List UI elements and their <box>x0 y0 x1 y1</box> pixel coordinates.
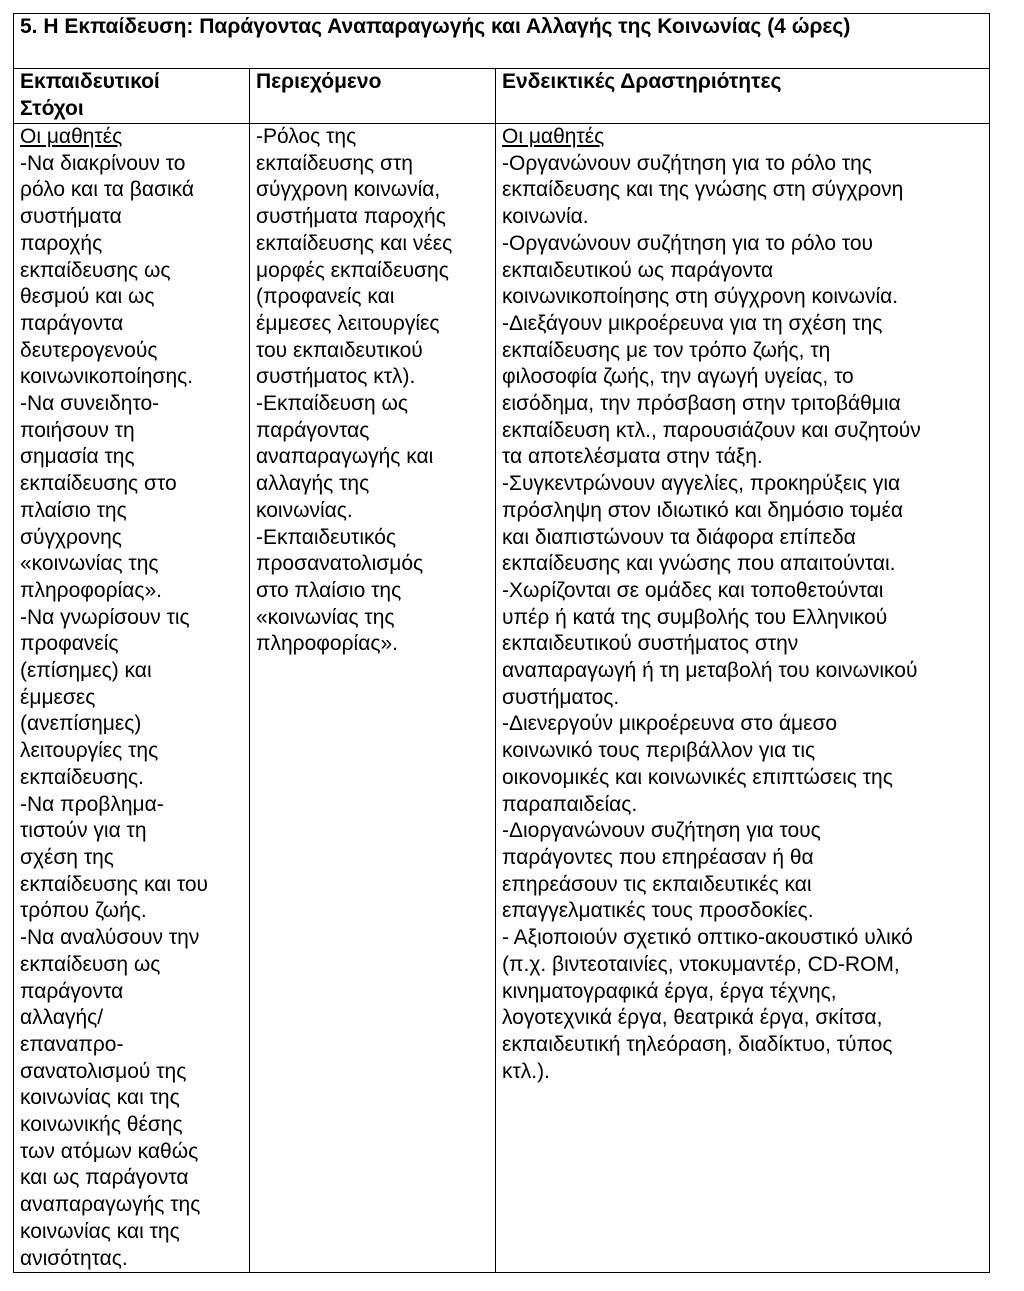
objective-line: πλαίσιο της <box>20 498 127 522</box>
activity-line: επαγγελματικές τους προσδοκίες. <box>502 899 814 923</box>
activity-line: υπέρ ή κατά της συμβολής του Ελληνικού <box>502 605 888 629</box>
activity-line: και διαπιστώνουν τα διάφορα επίπεδα <box>502 525 856 549</box>
objective-line: εκπαίδευσης στο <box>20 472 177 496</box>
objective-line: -Να προβλημα- <box>20 792 164 816</box>
objective-line: κοινωνικής θέσης <box>20 1113 183 1137</box>
content-cell <box>250 124 496 1273</box>
objective-line: τιστούν για τη <box>20 819 147 843</box>
objective-line: παράγοντα <box>20 311 124 335</box>
content-line: προσανατολισμός <box>256 552 424 576</box>
objective-line: των ατόμων καθώς <box>20 1139 199 1163</box>
activity-line: εκπαίδευση κτλ., παρουσιάζουν και συζητούν <box>502 418 921 442</box>
objective-line: κοινωνίας και της <box>20 1086 180 1110</box>
content-line: (προφανείς και <box>256 285 395 309</box>
header-objectives-line: Εκπαιδευτικοί <box>20 70 160 93</box>
activities-cell <box>496 124 990 1273</box>
activity-line: κοινωνία. <box>502 205 589 229</box>
activity-line: (π.χ. βιντεοταινίες, ντοκυμαντέρ, CD-ROM, <box>502 952 900 976</box>
activity-line: κοινωνικό τους περιβάλλον για τις <box>502 739 816 763</box>
content-line: συστήματος κτλ). <box>256 365 416 389</box>
objective-line: ρόλο και τα βασικά <box>20 178 195 202</box>
content-line: -Εκπαιδευτικός <box>256 525 397 549</box>
activity-line: εισόδημα, την πρόσβαση στην τριτοβάθμια <box>502 392 901 416</box>
activity-line: -Διεξάγουν μικροέρευνα για τη σχέση της <box>502 311 883 335</box>
activity-line: λογοτεχνικά έργα, θεατρικά έργα, σκίτσα, <box>502 1006 883 1030</box>
objective-line: ποιήσουν τη <box>20 418 135 442</box>
activity-line: επηρεάσουν τις εκπαιδευτικές και <box>502 872 812 896</box>
activity-line: συστήματος. <box>502 685 620 709</box>
activity-line: τα αποτελέσματα στην τάξη. <box>502 445 763 469</box>
objective-line: επαναπρο- <box>20 1032 124 1056</box>
activity-line: εκπαίδευσης με τον τρόπο ζωής, τη <box>502 338 831 362</box>
activity-line: -Οργανώνουν συζήτηση για το ρόλο του <box>502 231 873 255</box>
section-title: 5. Η Εκπαίδευση: Παράγοντας Αναπαραγωγής και Αλλαγής της Κοινωνίας (4 ώρες) <box>14 14 990 69</box>
objective-line: (ανεπίσημες) <box>20 712 142 736</box>
objective-line: έμμεσες <box>20 685 96 709</box>
activity-line: -Συγκεντρώνουν αγγελίες, προκηρύξεις για <box>502 472 901 496</box>
objectives-intro: Οι μαθητές <box>20 125 123 148</box>
content-line: έμμεσες λειτουργίες <box>256 311 440 335</box>
content-line: σύγχρονη κοινωνία, <box>256 178 441 202</box>
activity-line: παράγοντες που επηρέασαν ή θα <box>502 845 814 869</box>
activity-line: κτλ.). <box>502 1059 550 1083</box>
objective-line: αλλαγής/ <box>20 1006 104 1030</box>
content-line: αλλαγής της <box>256 472 370 496</box>
activity-line: αναπαραγωγή ή τη μεταβολή του κοινωνικού <box>502 659 918 683</box>
objective-line: -Να αναλύσουν την <box>20 926 200 950</box>
objective-line: λειτουργίες της <box>20 739 159 763</box>
objective-line: παροχής <box>20 231 103 255</box>
objective-line: ανισότητας. <box>20 1246 128 1270</box>
objective-line: και ως παράγοντα <box>20 1166 189 1190</box>
objective-line: αναπαραγωγής της <box>20 1193 201 1217</box>
objective-line: -Να διακρίνουν το <box>20 151 186 175</box>
header-objectives-line: Στόχοι <box>20 96 84 120</box>
header-row <box>14 69 990 124</box>
objective-line: «κοινωνίας της <box>20 552 159 576</box>
content-line: -Ρόλος της <box>256 125 357 148</box>
activity-line: εκπαίδευσης και της γνώσης στη σύγχρονη <box>502 178 904 202</box>
activity-line: -Διενεργούν μικροέρευνα στο άμεσο <box>502 712 838 736</box>
header-content: Περιεχόμενο <box>250 69 496 124</box>
content-line: εκπαίδευσης στη <box>256 151 413 175</box>
objective-line: σχέση της <box>20 845 114 869</box>
objective-line: τρόπου ζωής. <box>20 899 147 923</box>
objective-line: εκπαίδευσης και του <box>20 872 209 896</box>
activity-line: οικονομικές και κοινωνικές επιπτώσεις της <box>502 765 893 789</box>
curriculum-table <box>13 13 990 1273</box>
objective-line: κοινωνίας και της <box>20 1219 180 1243</box>
content-line: «κοινωνίας της <box>256 605 395 629</box>
objective-line: κοινωνικοποίησης. <box>20 365 194 389</box>
objective-line: εκπαίδευση ως <box>20 952 161 976</box>
objective-line: εκπαίδευσης. <box>20 765 144 789</box>
body-row <box>14 124 990 1273</box>
objective-line: εκπαίδευσης ως <box>20 258 171 282</box>
activities-intro: Οι μαθητές <box>502 125 605 148</box>
content-line: -Εκπαίδευση ως <box>256 392 409 416</box>
objective-line: παράγοντα <box>20 979 124 1003</box>
activity-line: -Οργανώνουν συζήτηση για το ρόλο της <box>502 151 872 175</box>
content-line: μορφές εκπαίδευσης <box>256 258 449 282</box>
objective-line: (επίσημες) και <box>20 659 152 683</box>
objective-line: σημασία της <box>20 445 135 469</box>
objectives-cell <box>14 124 250 1273</box>
content-line: παράγοντας <box>256 418 370 442</box>
content-line: εκπαίδευσης και νέες <box>256 231 453 255</box>
objective-line: θεσμού και ως <box>20 285 155 309</box>
activity-line: εκπαιδευτικού συστήματος στην <box>502 632 799 656</box>
objective-line: -Να συνειδητο- <box>20 392 160 416</box>
activity-line: παραπαιδείας. <box>502 792 638 816</box>
objective-line: δευτερογενούς <box>20 338 158 362</box>
activity-line: εκπαιδευτικού ως παράγοντα <box>502 258 774 282</box>
activity-line: πρόσληψη στον ιδιωτικό και δημόσιο τομέα <box>502 498 903 522</box>
header-activities: Ενδεικτικές Δραστηριότητες <box>496 69 990 124</box>
activity-line: κινηματογραφικά έργα, έργα τέχνης, <box>502 979 837 1003</box>
objective-line: πληροφορίας». <box>20 578 162 602</box>
content-line: κοινωνίας. <box>256 498 353 522</box>
activity-line: - Αξιοποιούν σχετικό οπτικο-ακουστικό υλικό <box>502 926 913 950</box>
objective-line: σανατολισμού της <box>20 1059 187 1083</box>
activity-line: εκπαίδευσης και γνώσης που απαιτούνται. <box>502 552 896 576</box>
activity-line: κοινωνικοποίησης στη σύγχρονη κοινωνία. <box>502 285 899 309</box>
objective-line: συστήματα <box>20 205 122 229</box>
objective-line: προφανείς <box>20 632 119 656</box>
title-row <box>14 14 990 69</box>
objective-line: σύγχρονης <box>20 525 122 549</box>
activity-line: φιλοσοφία ζωής, την αγωγή υγείας, το <box>502 365 854 389</box>
content-line: συστήματα παροχής <box>256 205 446 229</box>
content-line: του εκπαιδευτικού <box>256 338 423 362</box>
activity-line: εκπαιδευτική τηλεόραση, διαδίκτυο, τύπος <box>502 1032 893 1056</box>
content-line: αναπαραγωγής και <box>256 445 434 469</box>
objective-line: -Να γνωρίσουν τις <box>20 605 190 629</box>
content-line: στο πλαίσιο της <box>256 578 402 602</box>
activity-line: -Χωρίζονται σε ομάδες και τοποθετούνται <box>502 578 884 602</box>
content-line: πληροφορίας». <box>256 632 398 656</box>
activity-line: -Διοργανώνουν συζήτηση για τους <box>502 819 821 843</box>
header-objectives <box>14 69 250 124</box>
